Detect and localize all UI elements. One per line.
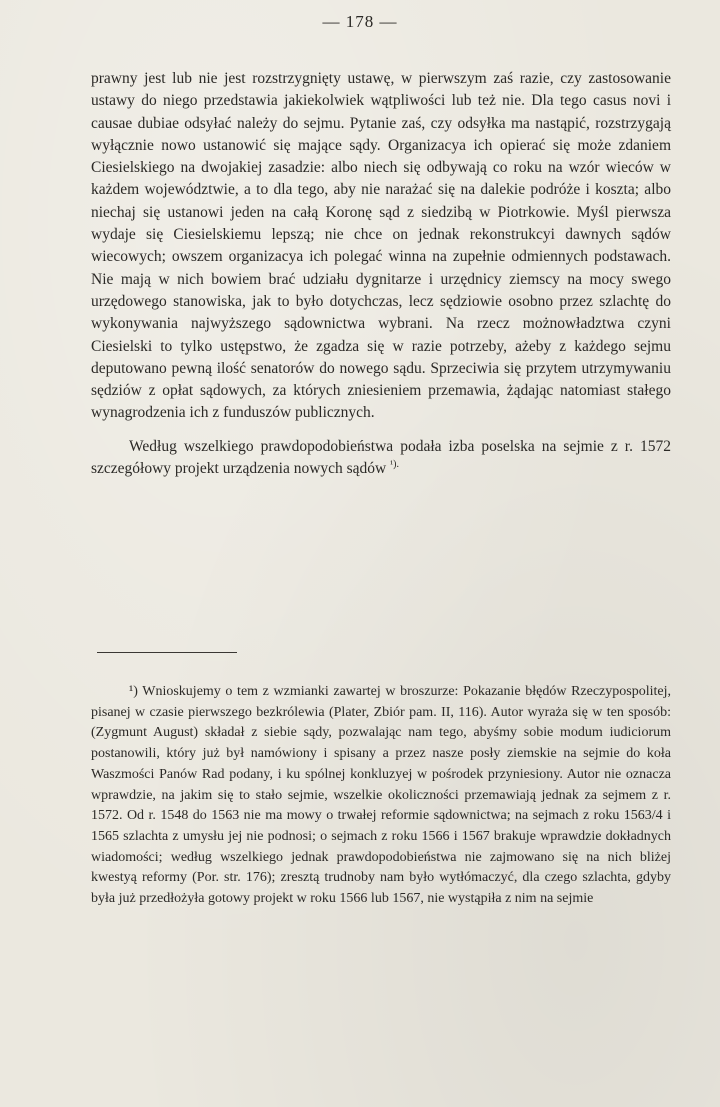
footnote-text: Wnioskujemy o tem z wzmianki zawartej w broszurze: Pokazanie błędów Rzeczypospolitej, pisanej w czasie pierwszego bezkrólewia (Plater, Zbiór pam. II, 116). Autor wyraża się w ten sposób: (Zygmunt August) składał z siebie sądy, pozwalając nam tego, abyśmy sobie modum iudiciorum postanowili, który już był namówiony i spisany a przez nasze posły ziemskie na sejmie do koła Waszmości Panów Rad podany, i ku spólnej konkluzyej w pośrodek przyniesiony. Autor nie oznacza wprawdzie, na jakim się to stało sejmie, wszelkie okoliczności przemawiają jednak za sejmem z r. 1572. Od r. 1548 do 1563 nie ma mowy o trwałej reformie sądownictwa; na sejmach z roku 1563/4 i 1565 szlachta z umysłu jej nie podnosi; o sejmach z roku 1566 i 1567 brakuje wprawdzie dokładnych wiadomości; według wszelkiego jednak prawdopodobieństwa nie zajmowano się na nich bliżej kwestyą reformy (Por. str. 176); zresztą trudnoby nam było wytłómaczyć, dla czego szlachta, gdyby była już przedłożyła gotowy projekt w roku 1566 lub 1567, nie wystąpiła z nim na sejmie [91,684,671,907]
footnote-divider [97,652,237,653]
footnote-paragraph [91,682,671,910]
page-number: — 178 — [322,12,398,31]
body-paragraph: prawny jest lub nie jest rozstrzygnięty ustawę, w pierwszym zaś razie, czy zastosowanie ustawy do niego przedstawia jakiekolwiek wątpliwości lub też nie. Dla tego casus novi i causae dubiae odsyłać należy do sejmu. Pytanie zaś, czy odsyłka ma nastąpić, rozstrzygają wyłącznie nowo ustanowić się mające sądy. Organizacya ich opierać się może zdaniem Ciesielskiego na dwojakiej zasadzie: albo niech się odbywają co roku na wzór wieców w każdem województwie, a to dla tego, aby nie narażać się na dalekie podróże i koszta; albo niechaj się ustanowi jeden na całą Koronę sąd z siedzibą w Piotrkowie. Myśl pierwsza wydaje się Ciesielskiemu lepszą; nie chce on jednak rekonstrukcyi dawnych sądów wiecowych; owszem organizacya ich polegać winna na zupełnie odmiennych podstawach. Nie mają w nich bowiem brać udziału dygnitarze i urzędnicy ziemscy na mocy swego urzędowego stanowiska, jak to było dotychczas, lecz sędziowie osobno przez szlachtę do wykonywania najwyższego sądownictwa wybrani. Na rzecz możnowładztwa czyni Ciesielski to tylko ustępstwo, że zgadza się w razie potrzeby, ażeby z każdego sejmu deputowano pewną ilość senatorów do nowego sądu. Sprzeciwia się przytem utrzymywaniu sędziów z opłat sądowych, za których zniesieniem przemawia, żądając natomiast stałego wynagrodzenia ich z funduszów publicznych. [91,70,671,422]
footnote [91,682,671,910]
body-paragraph [91,436,671,481]
body-paragraph-text: Według wszelkiego prawdopodobieństwa podała izba poselska na sejmie z r. 1572 szczegółowy projekt urządzenia nowych sądów [91,437,671,478]
footnote-reference: ¹). [390,458,399,470]
main-text [91,68,671,480]
footnote-marker: ¹) [129,684,138,699]
